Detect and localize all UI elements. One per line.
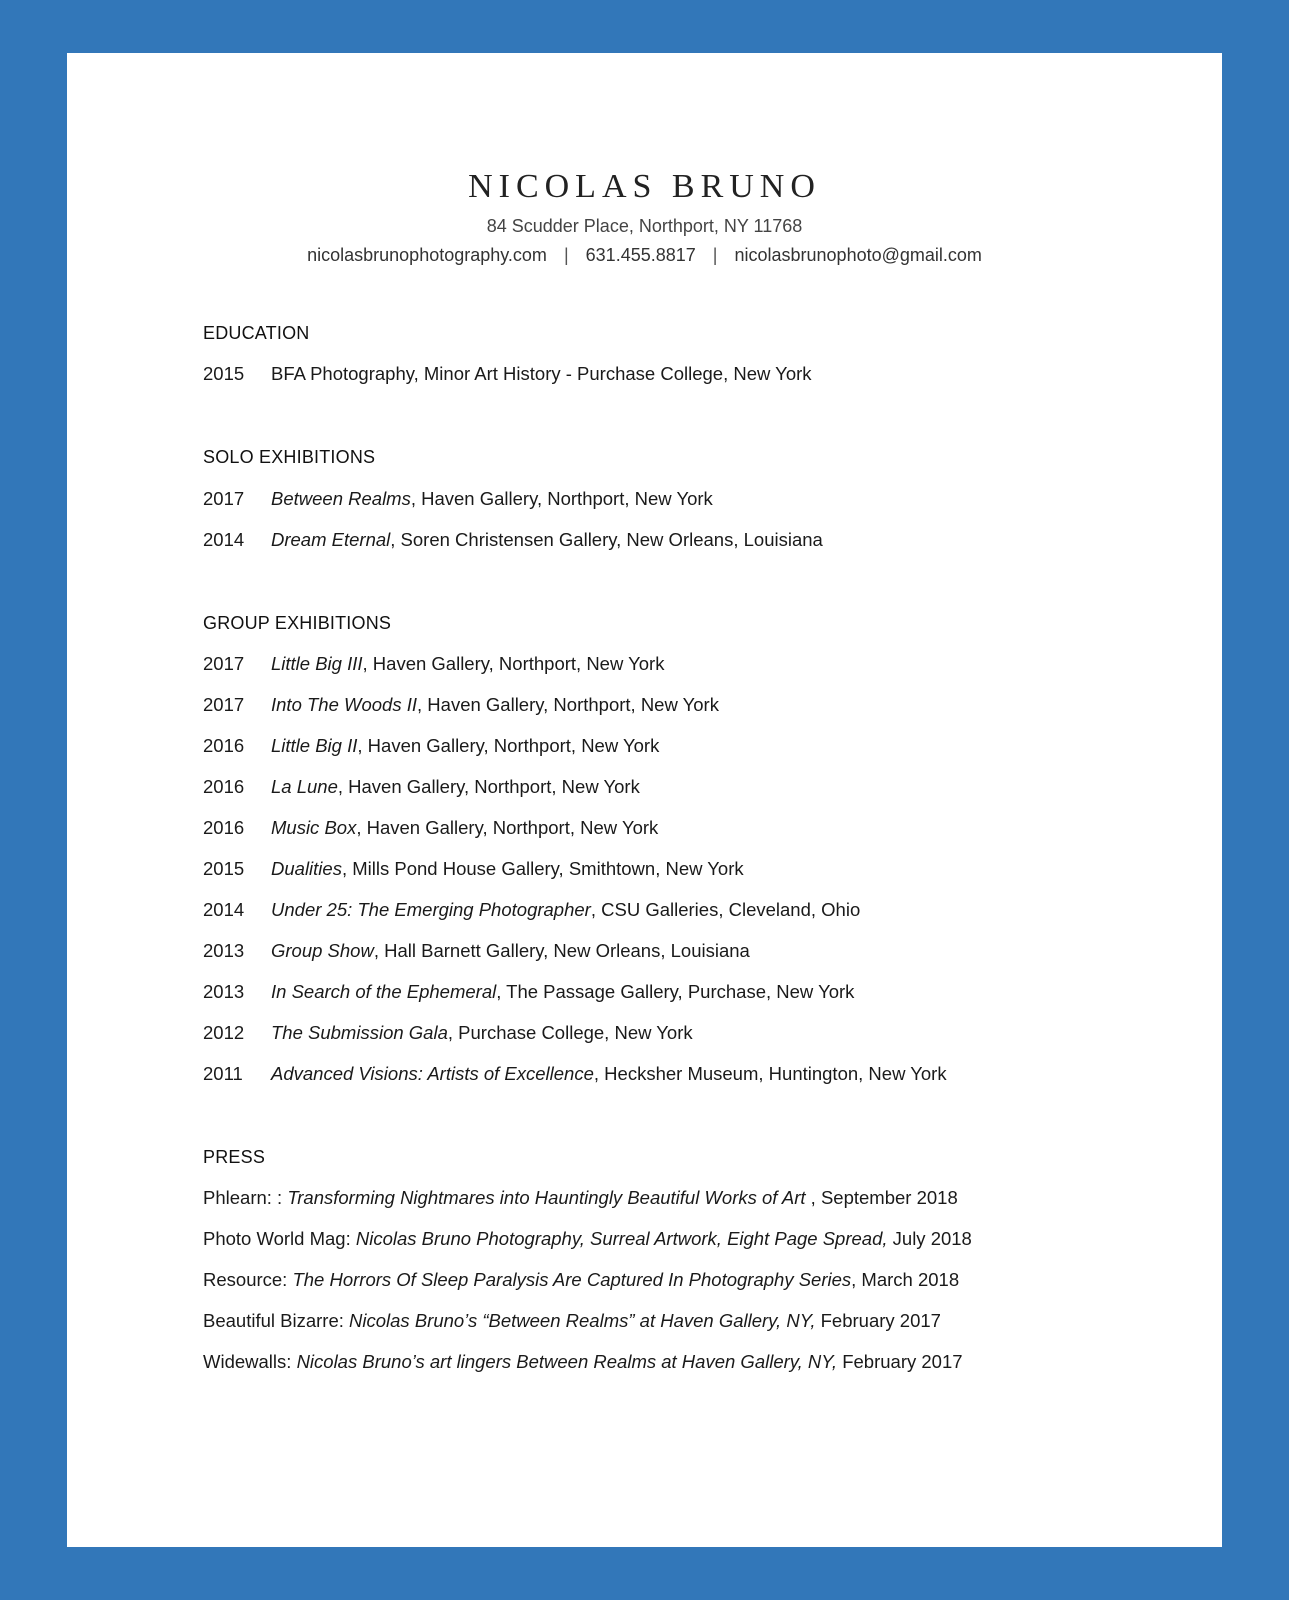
press-source: Beautiful Bizarre: (203, 1310, 350, 1331)
press-article-title: Nicolas Bruno’s art lingers Between Realms at Haven Gallery, NY, (296, 1351, 838, 1372)
phone-number: 631.455.8817 (585, 245, 696, 265)
address: 84 Scudder Place, Northport, NY 11768 (486, 216, 803, 236)
group-exhibition-entry (203, 817, 658, 839)
separator: | (563, 245, 569, 265)
entry-details: , Soren Christensen Gallery, New Orleans, Louisiana (390, 529, 823, 550)
press-source: Photo World Mag: (203, 1228, 356, 1249)
website-link[interactable]: nicolasbrunophotography.com (307, 245, 547, 265)
entry-year: 2011 (203, 1063, 243, 1084)
entry-details: , CSU Galleries, Cleveland, Ohio (590, 899, 861, 920)
exhibition-title: La Lune (271, 776, 338, 797)
press-article-title: Nicolas Bruno’s “Between Realms” at Haven Gallery, NY, (349, 1310, 816, 1331)
entry-details: , Haven Gallery, Northport, New York (337, 776, 640, 797)
press-entry (203, 1351, 963, 1373)
entry-year: 2016 (203, 776, 245, 797)
entry-details: , Haven Gallery, Northport, New York (357, 735, 660, 756)
exhibition-title: Advanced Visions: Artists of Excellence (271, 1063, 594, 1084)
exhibition-title: Little Big II (271, 735, 358, 756)
entry-year: 2014 (203, 899, 245, 920)
press-date: July 2018 (887, 1228, 972, 1249)
group-exhibition-entry (203, 694, 719, 716)
entry-year: 2015 (203, 858, 245, 879)
exhibition-title: Under 25: The Emerging Photographer (271, 899, 591, 920)
press-source: Resource: (203, 1269, 293, 1290)
entry-details: , Purchase College, New York (447, 1022, 693, 1043)
group-exhibition-entry (203, 858, 744, 880)
entry-year: 2017 (203, 488, 245, 509)
press-entry (203, 1310, 941, 1332)
group-exhibition-entry (203, 1063, 947, 1085)
group-exhibition-entry (203, 940, 750, 962)
group-exhibition-entry (203, 981, 854, 1003)
exhibition-title: Music Box (271, 817, 357, 838)
exhibition-title: The Submission Gala (271, 1022, 448, 1043)
press-entry (203, 1269, 959, 1291)
press-article-title: The Horrors Of Sleep Paralysis Are Captured In Photography Series (292, 1269, 852, 1290)
press-heading: PRESS (203, 1147, 266, 1167)
solo-exhibition-entry (203, 529, 823, 551)
press-entry (203, 1228, 972, 1250)
entry-details: , Haven Gallery, Northport, New York (410, 488, 713, 509)
entry-details: BFA Photography, Minor Art History - Purchase College, New York (271, 363, 812, 384)
contact-line (0, 245, 1289, 266)
solo-exhibitions-heading: SOLO EXHIBITIONS (203, 447, 376, 467)
press-article-title: Transforming Nightmares into Hauntingly Beautiful Works of Art (287, 1187, 806, 1208)
exhibition-title: Little Big III (271, 653, 363, 674)
entry-details: , Haven Gallery, Northport, New York (362, 653, 665, 674)
press-article-title: Nicolas Bruno Photography, Surreal Artwork, Eight Page Spread, (355, 1228, 888, 1249)
press-source: Phlearn: : (203, 1187, 288, 1208)
entry-details: , Mills Pond House Gallery, Smithtown, New York (341, 858, 744, 879)
exhibition-title: Group Show (271, 940, 374, 961)
education-heading: EDUCATION (203, 323, 310, 343)
press-date: , September 2018 (805, 1187, 958, 1208)
entry-year: 2016 (203, 735, 245, 756)
press-date: , March 2018 (851, 1269, 960, 1290)
entry-year: 2016 (203, 817, 245, 838)
entry-year: 2017 (203, 653, 245, 674)
email-link[interactable]: nicolasbrunophoto@gmail.com (734, 245, 982, 265)
resume-name: NICOLAS BRUNO (468, 168, 821, 205)
entry-details: , Hecksher Museum, Huntington, New York (593, 1063, 947, 1084)
group-exhibitions-heading: GROUP EXHIBITIONS (203, 613, 392, 633)
entry-year: 2017 (203, 694, 245, 715)
entry-details: , Haven Gallery, Northport, New York (356, 817, 659, 838)
press-date: February 2017 (837, 1351, 963, 1372)
entry-details: , The Passage Gallery, Purchase, New York (496, 981, 855, 1002)
exhibition-title: Into The Woods II (271, 694, 418, 715)
exhibition-title: In Search of the Ephemeral (271, 981, 497, 1002)
exhibition-title: Between Realms (271, 488, 411, 509)
entry-year: 2012 (203, 1022, 245, 1043)
press-source: Widewalls: (203, 1351, 297, 1372)
group-exhibition-entry (203, 653, 664, 675)
exhibition-title: Dualities (271, 858, 342, 879)
entry-year: 2015 (203, 363, 245, 384)
solo-exhibition-entry (203, 488, 713, 510)
entry-year: 2013 (203, 981, 245, 1002)
separator: | (712, 245, 718, 265)
entry-details: , Hall Barnett Gallery, New Orleans, Louisiana (373, 940, 750, 961)
group-exhibition-entry (203, 899, 860, 921)
press-date: February 2017 (815, 1310, 941, 1331)
group-exhibition-entry (203, 735, 659, 757)
entry-details: , Haven Gallery, Northport, New York (417, 694, 719, 715)
group-exhibition-entry (203, 1022, 693, 1044)
education-entry (203, 363, 812, 385)
entry-year: 2013 (203, 940, 245, 961)
exhibition-title: Dream Eternal (271, 529, 391, 550)
press-entry (203, 1187, 958, 1209)
group-exhibition-entry (203, 776, 640, 798)
entry-year: 2014 (203, 529, 245, 550)
